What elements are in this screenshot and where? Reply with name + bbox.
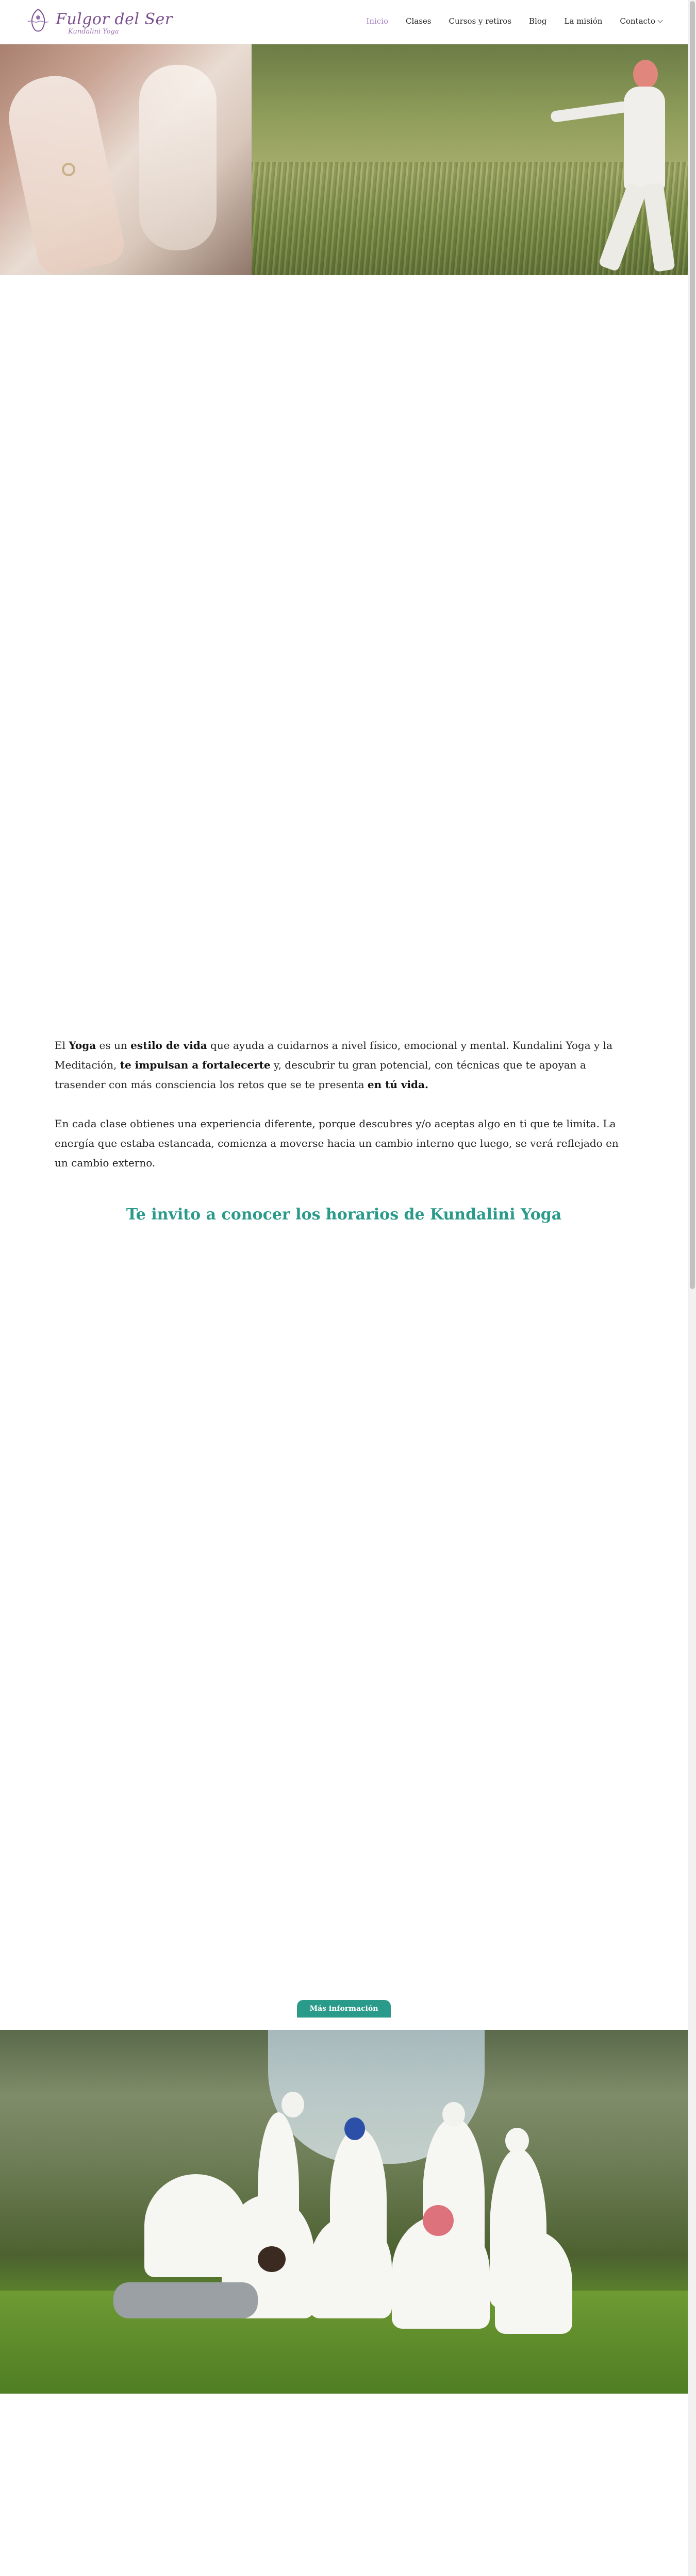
- site-logo[interactable]: [23, 5, 173, 38]
- nav-item-clases[interactable]: [406, 16, 432, 26]
- person-head: [258, 2246, 286, 2272]
- figure-head: [633, 60, 658, 89]
- intro-paragraph-1: [55, 1036, 632, 1094]
- nav-item-label: Blog: [529, 16, 547, 26]
- person-shape: [495, 2231, 572, 2334]
- ring-shape: [62, 163, 75, 176]
- hand-shape: [139, 65, 217, 250]
- nav-item-label: Contacto: [620, 16, 655, 26]
- person-head: [281, 2092, 304, 2117]
- hero-banner: [0, 44, 688, 275]
- more-info-button[interactable]: Más información: [297, 2000, 391, 2018]
- logo-mark-icon: [23, 6, 54, 37]
- intro-section: [55, 1036, 632, 1192]
- figure-body: [624, 87, 665, 190]
- person-head: [442, 2102, 465, 2127]
- nav-item-label: Cursos y retiros: [449, 16, 512, 26]
- chevron-down-icon: [658, 18, 663, 23]
- group-photo: [0, 2030, 688, 2394]
- nav-item-mision[interactable]: [565, 16, 603, 26]
- text-run: es un: [96, 1039, 131, 1052]
- person-head: [344, 2117, 365, 2140]
- intro-paragraph-2: En cada clase obtienes una experiencia diferente, porque descubres y/o aceptas algo en ti que te limita. La energía que estaba estancada, comienza a moverse hacia un cambio interno que luego, se verá reflejado en un cambio externo.: [55, 1117, 619, 1169]
- yoga-figure: [612, 60, 674, 271]
- page-scrollbar[interactable]: [688, 0, 696, 2576]
- person-head: [505, 2128, 529, 2154]
- schedule-heading: Te invito a conocer los horarios de Kundalini Yoga: [126, 1206, 562, 1224]
- main-nav: [366, 16, 662, 26]
- person-shape: [309, 2215, 392, 2318]
- text-run: El: [55, 1039, 69, 1052]
- hero-hands-image: [0, 44, 252, 275]
- nav-item-label: Inicio: [366, 16, 389, 26]
- nav-item-contacto[interactable]: [620, 16, 662, 26]
- scrollbar-thumb[interactable]: [690, 1, 695, 1289]
- text-run: y, descubrir tu gran potencial, con técnicas que te apoyan a trasender con más consciencia los retos que se te presenta: [55, 1059, 586, 1091]
- logo-title: Fulgor del Ser: [56, 10, 173, 28]
- nav-item-cursos[interactable]: [449, 16, 512, 26]
- nav-item-blog[interactable]: [529, 16, 546, 26]
- text-bold: en tú vida.: [367, 1078, 428, 1091]
- nav-item-inicio[interactable]: [366, 16, 388, 26]
- text-bold: estilo de vida: [130, 1039, 207, 1052]
- logo-subtitle: Kundalini Yoga: [68, 28, 119, 36]
- figure-leg: [642, 182, 675, 272]
- site-header: [0, 0, 688, 44]
- text-run: que ayuda a cuidarnos a nivel físico, emocional y mental. Kundalini Yoga y la Meditación,: [55, 1039, 612, 1071]
- text-bold: te impulsan a fortalecerte: [120, 1059, 271, 1071]
- nav-item-label: La misión: [564, 16, 603, 26]
- person-shape: [113, 2282, 258, 2318]
- figure-arm: [550, 101, 628, 123]
- text-bold: Yoga: [69, 1039, 96, 1052]
- hero-yoga-pose-image: [252, 44, 688, 275]
- nav-item-label: Clases: [406, 16, 432, 26]
- embroidery-shape: [423, 2205, 454, 2236]
